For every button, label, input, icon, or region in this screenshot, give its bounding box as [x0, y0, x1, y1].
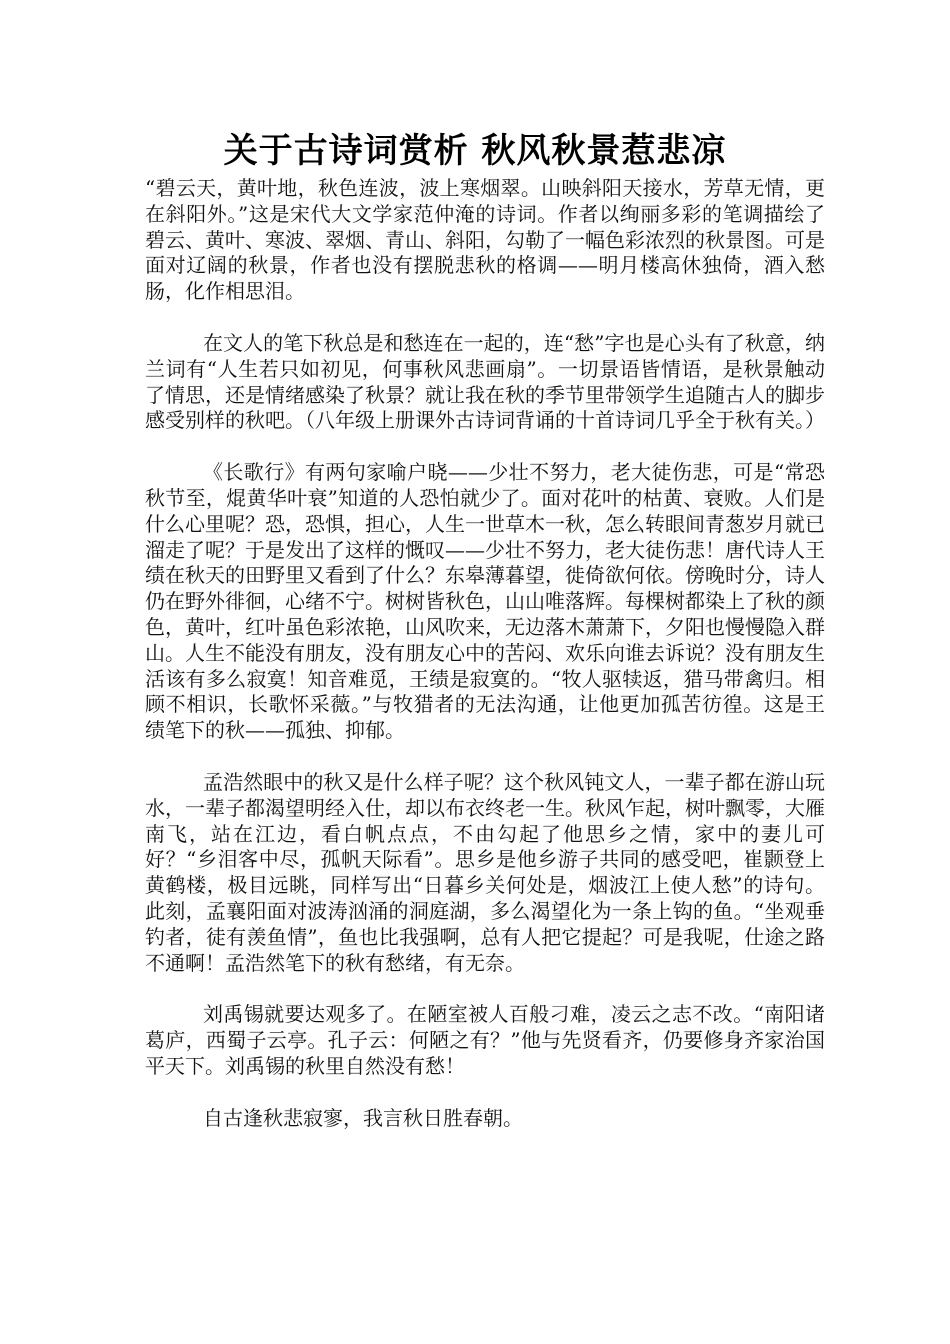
document-title: 关于古诗词赏析 秋风秋景惹悲凉	[223, 131, 727, 171]
paragraph-5: 刘禹锡就要达观多了。在陋室被人百般刁难，凌云之志不改。“南阳诸葛庐，西蜀子云亭。孔子云：何陋之有？”他与先贤看齐，仍要修身齐家治国平天下。刘禹锡的秋里自然没有愁！	[145, 1002, 825, 1078]
paragraph-4: 孟浩然眼中的秋又是什么样子呢？这个秋风钝文人，一辈子都在游山玩水，一辈子都渴望明经入仕，却以布衣终老一生。秋风乍起，树叶飘零，大雁南飞，站在江边，看白帆点点，不由勾起了他思乡之情，家中的妻儿可好？“乡泪客中尽，孤帆天际看”。思乡是他乡游子共同的感受吧，崔颢登上黄鹤楼，极目远眺，同样写出“日暮乡关何处是，烟波江上使人愁”的诗句。此刻，孟襄阳面对波涛汹涌的洞庭湖，多么渴望化为一条上钩的鱼。“坐观垂钓者，徒有羡鱼情”，鱼也比我强啊，总有人把它提起？可是我呢，仕途之路不通啊！孟浩然笔下的秋有愁绪，有无奈。	[145, 769, 825, 975]
document-body	[145, 176, 825, 1158]
paragraph-6: 自古逢秋悲寂寥，我言秋日胜春朝。	[203, 1105, 523, 1130]
paragraph-1: “碧云天，黄叶地，秋色连波，波上寒烟翠。山映斜阳天接水，芳草无情，更在斜阳外。”这是宋代大文学家范仲淹的诗词。作者以绚丽多彩的笔调描绘了碧云、黄叶、寒波、翠烟、青山、斜阳，勾勒了一幅色彩浓烈的秋景图。可是面对辽阔的秋景，作者也没有摆脱悲秋的格调——明月楼高休独倚，酒入愁肠，化作相思泪。	[145, 176, 825, 304]
paragraph-2: 在文人的笔下秋总是和愁连在一起的，连“愁”字也是心头有了秋意，纳兰词有“人生若只如初见，何事秋风悲画扇”。一切景语皆情语，是秋景触动了情思，还是情绪感染了秋景？就让我在秋的季节里带领学生追随古人的脚步感受别样的秋吧。（八年级上册课外古诗词背诵的十首诗词几乎全于秋有关。）	[145, 330, 825, 433]
paragraph-3: 《长歌行》有两句家喻户晓——少壮不努力，老大徒伤悲，可是“常恐秋节至，焜黄华叶衰”知道的人恐怕就少了。面对花叶的枯黄、衰败。人们是什么心里呢？恐，恐惧，担心，人生一世草木一秋，怎么转眼间青葱岁月就已溜走了呢？于是发出了这样的慨叹——少壮不努力，老大徒伤悲！唐代诗人王绩在秋天的田野里又看到了什么？东皋薄暮望，徙倚欲何依。傍晚时分，诗人仍在野外徘徊，心绪不宁。树树皆秋色，山山唯落辉。每棵树都染上了秋的颜色，黄叶，红叶虽色彩浓艳，山风吹来，无边落木萧萧下，夕阳也慢慢隐入群山。人生不能没有朋友，没有朋友心中的苦闷、欢乐向谁去诉说？没有朋友生活该有多么寂寞！知音难觅，王绩是寂寞的。“牧人驱犊返，猎马带禽归。相顾不相识，长歌怀采薇。”与牧猎者的无法沟通，让他更加孤苦彷徨。这是王绩笔下的秋——孤独、抑郁。	[145, 460, 825, 743]
